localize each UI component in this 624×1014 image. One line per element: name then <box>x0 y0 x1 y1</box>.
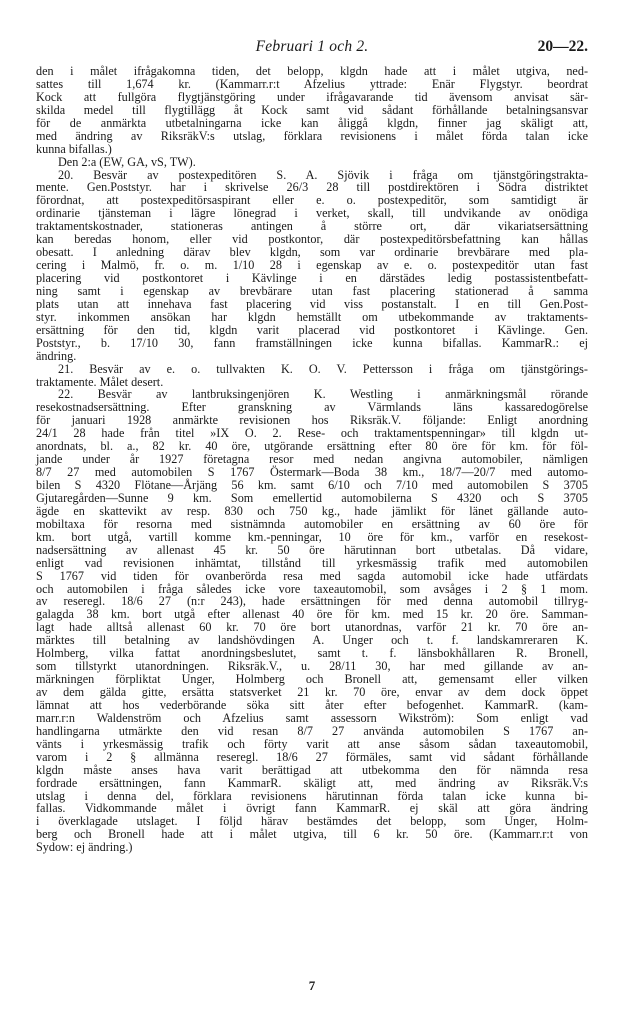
text-line: ning samt i egenskap av brevbärare utan fast placering stationerad å samma <box>36 283 588 298</box>
text-line: traktamente. Målet desert. <box>36 374 164 389</box>
text-line: den i målet ifrågakomna tiden, det belopp, klgdn hade att i målet utgiva, ned- <box>36 64 588 78</box>
text-line: Gjutaregården—Sunne 9 km. Som emellertid automobilerna S 4320 och S 3705 <box>36 490 588 505</box>
text-line: Kock att fullgöra flygtjänstgöring under ifrågavarande tid ävensom anvisat sär- <box>36 89 588 104</box>
text-line: Poststyr., b. 17/10 30, fann framställningen icke kunna bifallas. KammarR.: ej <box>36 335 588 350</box>
text-line: Den 2:a (EW, GA, vS, TW). <box>58 154 196 169</box>
text-line: med ändring av RiksräkV:s utslag, förklara revisionens i målet förda talan icke <box>36 128 588 143</box>
text-line: Sydow: ej ändring.) <box>36 840 133 855</box>
text-line: jande under år 1927 företagna resor med nedan angivna automobiler, nämligen <box>36 452 588 467</box>
text-line: 21. Besvär av e. o. tullvakten K. O. V. Pettersson i fråga om tjänstgörings- <box>58 361 588 376</box>
text-line: utslag i denna del, förklara revisionens härutinnan förda talan icke kunna bi- <box>36 788 588 803</box>
text-line: av reseregl. 18/6 27 (n:r 243), hade ersättningen för med denna automobil tillryg- <box>36 594 588 609</box>
text-line: marr.r:n Waldenström och Afzelius samt assessorn Wikström): Som enligt vad <box>36 710 588 725</box>
text-line: bilen S 4320 Flötane—Årjäng 56 km. samt 6/10 och 7/10 med automobilen S 3705 <box>36 478 588 492</box>
text-line: km. bort utgå, vartill komme km.-penningar, 10 öre för km., varför en resekost- <box>36 529 588 544</box>
text-line: berg och Bronell hade att i målet utgiva, till 6 kr. 50 öre. (Kammarr.r:t von <box>36 827 588 842</box>
body-text <box>36 65 588 854</box>
text-line: plats utan att innehava fast placering vid viss postanstalt. I en till Gen.Post- <box>36 296 588 311</box>
text-line: ändring. <box>36 348 77 363</box>
text-line: ersättning för den tid, klgdn varit placerad vid postkontoret i Kävlinge. Gen. <box>36 322 588 337</box>
text-line: handlingarna utmärkte den vid resan 8/7 27 använda automobilen S 1767 an- <box>36 723 588 738</box>
text-line: mobiltaxa för resorna med sistnämnda automobiler en ersättning av 60 öre för <box>36 516 588 531</box>
section-numbers: 20—22. <box>537 38 588 55</box>
text-line: varom i 2 § allmänna reseregl. 18/6 27 förmäles, samt vid sådant förhållande <box>36 749 588 764</box>
text-line: S 1767 vid tiden för ovanberörda resa med sagda automobil icke hade utfärdats <box>36 568 588 583</box>
text-line: nadsersättning av allenast 45 kr. 50 öre härutinnan bort utbetalas. Då vidare, <box>36 542 588 557</box>
text-line: för de anmärkta utbetalningarna icke kan åliggå klgdn, finner jag skäligt att, <box>36 115 588 130</box>
text-line: ägde en skattevikt av resp. 830 och 750 kg., hade jämlikt för länet gällande auto- <box>36 503 588 518</box>
text-line: 8/7 27 med automobilen S 1767 Östermark—Boda 38 km., 18/7—20/7 med automo- <box>36 465 588 480</box>
text-line: lagt hade alltså allenast 60 kr. 70 öre bort utanordnas, varför 21 kr. 70 öre an- <box>36 620 588 635</box>
text-line: ordinarie tjänsteman i lägre lönegrad i verket, skall, till undvikande av onödiga <box>36 206 588 221</box>
text-line: 20. Besvär av postexpeditören S. A. Sjövik i fråga om tjänstgöringstrakta- <box>58 167 588 182</box>
text-line: resekostnadsersättning. Efter granskning av Värmlands läns kassaredogörelse <box>36 400 588 415</box>
text-line: förordnat, att postexpeditörsaspirant eller e. o. postexpeditör, som samtidigt är <box>36 193 588 208</box>
text-line: skilda medel till flygtillägg åt Kock samt vid sådant förhållande betalningsansvar <box>36 102 588 117</box>
text-line: mente. Gen.Poststyr. har i skrivelse 26/3 28 till postdirektören i Södra distriktet <box>36 180 588 195</box>
text-line: som tillstyrkt utanordningen. Riksräk.V., u. 28/11 30, har med gillande av an- <box>36 659 588 674</box>
text-line: märktes till betalning av landshövdingen A. Unger och t. f. landskamreraren K. <box>36 633 588 648</box>
text-line: fallas. Vidkommande målet i övrigt fann KammarR. ej skäl att göra ändring <box>36 801 588 816</box>
text-line: lämnat att hos vederbörande söka sitt åter efter befogenhet. KammarR. (kam- <box>36 697 588 712</box>
running-title: Februari 1 och 2. <box>255 38 369 55</box>
text-line: märkningen förpliktat Unger, Holmberg och Bronell att, gemensamt eller vilken <box>36 672 588 687</box>
text-line: sattes till 1,674 kr. (Kammarr.r:t Afzelius yttrade: Enär Flygstyr. beordrat <box>36 76 588 91</box>
text-line: anordnats, bl. a., 82 kr. 40 öre, utgörande ersättning efter 80 öre för km. för föl- <box>36 439 588 454</box>
text-line: i överklagade utslaget. I följd härav bestämdes det belopp, som Unger, Holm- <box>36 814 588 829</box>
text-line: kunna bifallas.) <box>36 141 112 156</box>
text-line: placering vid postkontoret i Kävlinge i en därstädes ledig postassistentbefatt- <box>36 271 588 285</box>
text-line: klgdn måste anses hava varit berättigad att utbekomma den för nämnda resa <box>36 762 588 777</box>
text-line: av dem gälda gitte, ersätta statsverket 21 kr. 70 öre, envar av dem dock öppet <box>36 685 588 699</box>
text-line: Holmberg, vilka fattat anordningsbeslutet, samt t. f. länsbokhållaren R. Bronell, <box>36 646 588 661</box>
text-line: styr. inkommen ansökan har klgdn hemställt om utbekommande av traktaments- <box>36 309 588 324</box>
text-line: för januari 1928 anmärkte revisionen hos Riksräk.V. följande: Enligt anordning <box>36 413 588 428</box>
text-line: 24/1 28 hade från titel »IX O. 2. Rese- och traktamentspenningar» till klgdn ut- <box>36 426 588 441</box>
page-header <box>36 38 588 60</box>
text-line: cering i Malmö, fr. o. m. 1/10 28 i egenskap av e. o. postexpeditör utan fast <box>36 258 588 273</box>
text-line: fordrade ersättningen, fann KammarR. skäligt att, med ändring av Riksräk.V:s <box>36 775 588 790</box>
text-line: 22. Besvär av lantbruksingenjören K. Westling i anmärkningsmål rörande <box>58 387 588 402</box>
text-line: enligt vad revisionen inhämtat, tillstånd till yrkesmässig trafik med automobilen <box>36 555 588 570</box>
text-line: kan beredas honom, eller vid postkontor, där postexpeditörsbefattning kan hållas <box>36 232 588 247</box>
text-line: traktamentskostnader, stationeras antingen å större ort, där vikariatsersättning <box>36 219 588 234</box>
text-line: galagda 38 km. bort utgå efter allenast 40 öre för km. med 15 kr. 20 öre. Samman- <box>36 607 588 622</box>
text-line: vänts i yrkesmässig trafik och förty varit att anse såsom sådan taxeautomobil, <box>36 736 588 751</box>
text-line: obesatt. I anledning därav blev klgdn, som var ordinarie brevbärare med pla- <box>36 245 588 260</box>
text-line: och automobilen i fråga således icke vore taxeautomobil, som avsåges i 2 § 1 mom. <box>36 581 588 596</box>
page-number: 7 <box>308 978 316 993</box>
